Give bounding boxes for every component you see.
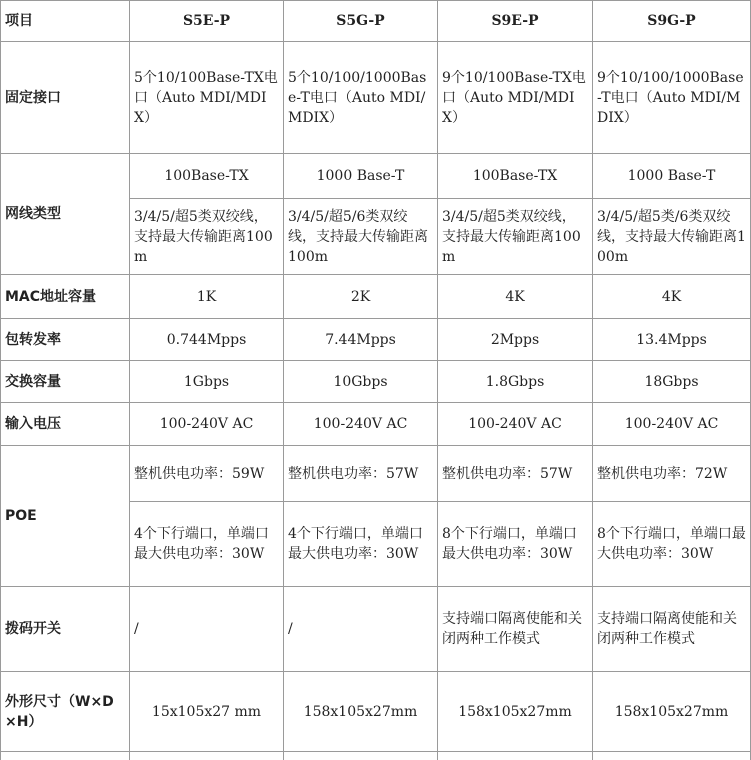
row-label: MAC地址容量: [1, 275, 130, 319]
table-cell: 0.744Mpps: [130, 319, 284, 361]
table-cell: 3/4/5/超5类/6类双绞线，支持最大传输距离100m: [593, 199, 751, 275]
table-cell: 支持端口隔离使能和关闭两种工作模式: [593, 587, 751, 672]
table-cell: 158x105x27mm: [438, 672, 593, 752]
header-row: [1, 1, 751, 42]
table-cell: 1Gbps: [130, 361, 284, 403]
table-cell: 4个下行端口，单端口最大供电功率：30W: [130, 502, 284, 587]
table-row: [1, 672, 751, 752]
row-label: 拨码开关: [1, 587, 130, 672]
table-cell: [438, 752, 593, 760]
table-cell: 3/4/5/超5类双绞线，支持最大传输距离100m: [130, 199, 284, 275]
model-name: S9G-P: [593, 1, 751, 42]
table-cell: 支持端口隔离使能和关闭两种工作模式: [438, 587, 593, 672]
table-cell: 13.4Mpps: [593, 319, 751, 361]
table-cell: 3/4/5/超5/6类双绞线，支持最大传输距离100m: [284, 199, 438, 275]
table-cell: /: [284, 587, 438, 672]
table-cell: 8个下行端口，单端口最大供电功率：30W: [593, 502, 751, 587]
model-name: S5E-P: [130, 1, 284, 42]
row-label: 网线类型: [1, 154, 130, 275]
table-cell: 2Mpps: [438, 319, 593, 361]
model-name: S5G-P: [284, 1, 438, 42]
table-cell: /: [130, 587, 284, 672]
table-row: [1, 319, 751, 361]
table-cell: 整机供电功率：59W: [130, 446, 284, 502]
table-cell: 整机供电功率：72W: [593, 446, 751, 502]
table-cell: 100Base-TX: [438, 154, 593, 199]
table-row: [1, 446, 751, 502]
table-cell: 1K: [130, 275, 284, 319]
table-cell: 100-240V AC: [438, 403, 593, 446]
table-cell: [1, 752, 130, 760]
table-cell: 4K: [593, 275, 751, 319]
table-cell: 4个下行端口，单端口最大供电功率：30W: [284, 502, 438, 587]
table-cell: 8个下行端口，单端口最大供电功率：30W: [438, 502, 593, 587]
row-label: 交换容量: [1, 361, 130, 403]
table-cell: 158x105x27mm: [284, 672, 438, 752]
model-name: S9E-P: [438, 1, 593, 42]
table-cell: 100-240V AC: [130, 403, 284, 446]
table-cell: 15x105x27 mm: [130, 672, 284, 752]
table-cell: 158x105x27mm: [593, 672, 751, 752]
table-cell: [284, 752, 438, 760]
table-cell: 5个10/100/1000Base-T电口（Auto MDI/MDIX）: [284, 42, 438, 154]
table-cell: 1.8Gbps: [438, 361, 593, 403]
table-row: [1, 587, 751, 672]
table-cell: 5个10/100Base-TX电口（Auto MDI/MDIX）: [130, 42, 284, 154]
row-label: 外形尺寸（W×D×H）: [1, 672, 130, 752]
table-cell: 10Gbps: [284, 361, 438, 403]
table-cell: 9个10/100/1000Base-T电口（Auto MDI/MDIX）: [593, 42, 751, 154]
row-label: 输入电压: [1, 403, 130, 446]
table-cell: 整机供电功率：57W: [284, 446, 438, 502]
table-cell: 7.44Mpps: [284, 319, 438, 361]
table-cell: [130, 752, 284, 760]
table-row: [1, 361, 751, 403]
table-row: [1, 275, 751, 319]
table-row: [1, 752, 751, 760]
table-cell: [593, 752, 751, 760]
row-label: 包转发率: [1, 319, 130, 361]
table-cell: 4K: [438, 275, 593, 319]
table-row: [1, 403, 751, 446]
table-cell: 3/4/5/超5类双绞线，支持最大传输距离100m: [438, 199, 593, 275]
table-cell: 9个10/100Base-TX电口（Auto MDI/MDIX）: [438, 42, 593, 154]
table-cell: 100-240V AC: [593, 403, 751, 446]
table-row: [1, 154, 751, 199]
table-cell: 18Gbps: [593, 361, 751, 403]
row-label: 固定接口: [1, 42, 130, 154]
table-cell: 整机供电功率：57W: [438, 446, 593, 502]
table-cell: 2K: [284, 275, 438, 319]
header-label: 项目: [1, 1, 130, 42]
table-cell: 1000 Base-T: [284, 154, 438, 199]
row-label: POE: [1, 446, 130, 587]
table-cell: 100-240V AC: [284, 403, 438, 446]
table-cell: 1000 Base-T: [593, 154, 751, 199]
table-cell: 100Base-TX: [130, 154, 284, 199]
table-row: [1, 42, 751, 154]
